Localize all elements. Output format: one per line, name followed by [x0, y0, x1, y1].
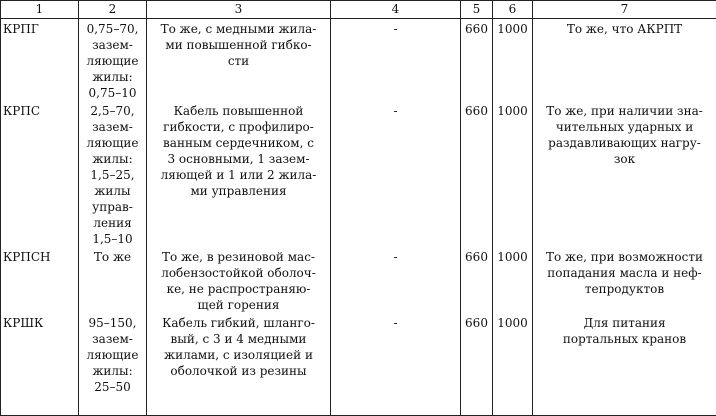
col4-value: - — [333, 103, 458, 119]
cross-section-cell — [79, 19, 147, 102]
description: То же, с медными жила- ми повышенной гибко- сти — [149, 21, 328, 69]
application-cell — [533, 313, 716, 416]
header-cell-1: 1 — [1, 1, 79, 19]
col6-value: 1000 — [495, 21, 530, 37]
col6-value: 1000 — [495, 249, 530, 265]
application-note: То же, что АКРПТ — [535, 21, 714, 37]
description: То же, в резиновой мас- лобензостойкой оболоч- ке, не распространяю- щей горения — [149, 249, 328, 313]
application-note: То же, при наличии зна- чительных ударных и раздавливающих нагру- зок — [535, 103, 714, 167]
col4-cell — [331, 313, 461, 416]
cross-section: То же — [81, 249, 144, 265]
col4-value: - — [333, 249, 458, 265]
cable-mark-cell — [1, 19, 79, 102]
col5-value: 660 — [463, 249, 490, 265]
cable-mark: КРПС — [3, 103, 76, 119]
description-cell — [147, 101, 331, 247]
col5-cell — [461, 101, 493, 247]
cable-mark: КРПСН — [3, 249, 76, 265]
col6-value: 1000 — [495, 103, 530, 119]
description: Кабель повышенной гибкости, с профилиро- ванным сердечником, с 3 основными, 1 зазем- ляющей и 1 или 2 жила- ми управления — [149, 103, 328, 199]
cross-section: 95–150, зазем- ляющие жилы: 25–50 — [81, 315, 144, 395]
cross-section: 0,75–70, зазем- ляющие жилы: 0,75–10 — [81, 21, 144, 101]
col5-value: 660 — [463, 103, 490, 119]
cable-mark-cell — [1, 313, 79, 416]
description-cell — [147, 19, 331, 102]
col5-cell — [461, 313, 493, 416]
col4-cell — [331, 19, 461, 102]
header-row — [1, 1, 716, 19]
cable-mark-cell — [1, 101, 79, 247]
application-cell — [533, 101, 716, 247]
application-cell — [533, 247, 716, 313]
cross-section-cell — [79, 313, 147, 416]
col5-cell — [461, 247, 493, 313]
col5-cell — [461, 19, 493, 102]
col4-cell — [331, 101, 461, 247]
col6-value: 1000 — [495, 315, 530, 331]
col5-value: 660 — [463, 21, 490, 37]
header-cell-6: 6 — [493, 1, 533, 19]
application-note: То же, при возможности попадания масла и неф- тепродуктов — [535, 249, 714, 297]
cable-mark: КРШК — [3, 315, 76, 331]
cross-section: 2,5–70, зазем- ляющие жилы: 1,5–25, жилы управ- ления 1,5–10 — [81, 103, 144, 247]
table-row — [1, 313, 716, 416]
cross-section-cell — [79, 247, 147, 313]
col4-cell — [331, 247, 461, 313]
col6-cell — [493, 247, 533, 313]
col6-cell — [493, 19, 533, 102]
col5-value: 660 — [463, 315, 490, 331]
table-row — [1, 247, 716, 313]
application-cell — [533, 19, 716, 102]
col6-cell — [493, 313, 533, 416]
col4-value: - — [333, 315, 458, 331]
cable-mark-cell — [1, 247, 79, 313]
header-cell-3: 3 — [147, 1, 331, 19]
table-row — [1, 19, 716, 102]
header-cell-2: 2 — [79, 1, 147, 19]
application-note: Для питания портальных кранов — [535, 315, 714, 347]
header-cell-5: 5 — [461, 1, 493, 19]
cable-mark: КРПГ — [3, 21, 76, 37]
cross-section-cell — [79, 101, 147, 247]
col6-cell — [493, 101, 533, 247]
col4-value: - — [333, 21, 458, 37]
description: Кабель гибкий, шланго- вый, с 3 и 4 медными жилами, с изоляцией и оболочкой из резины — [149, 315, 328, 379]
description-cell — [147, 313, 331, 416]
header-cell-4: 4 — [331, 1, 461, 19]
header-cell-7: 7 — [533, 1, 716, 19]
table-row — [1, 101, 716, 247]
description-cell — [147, 247, 331, 313]
